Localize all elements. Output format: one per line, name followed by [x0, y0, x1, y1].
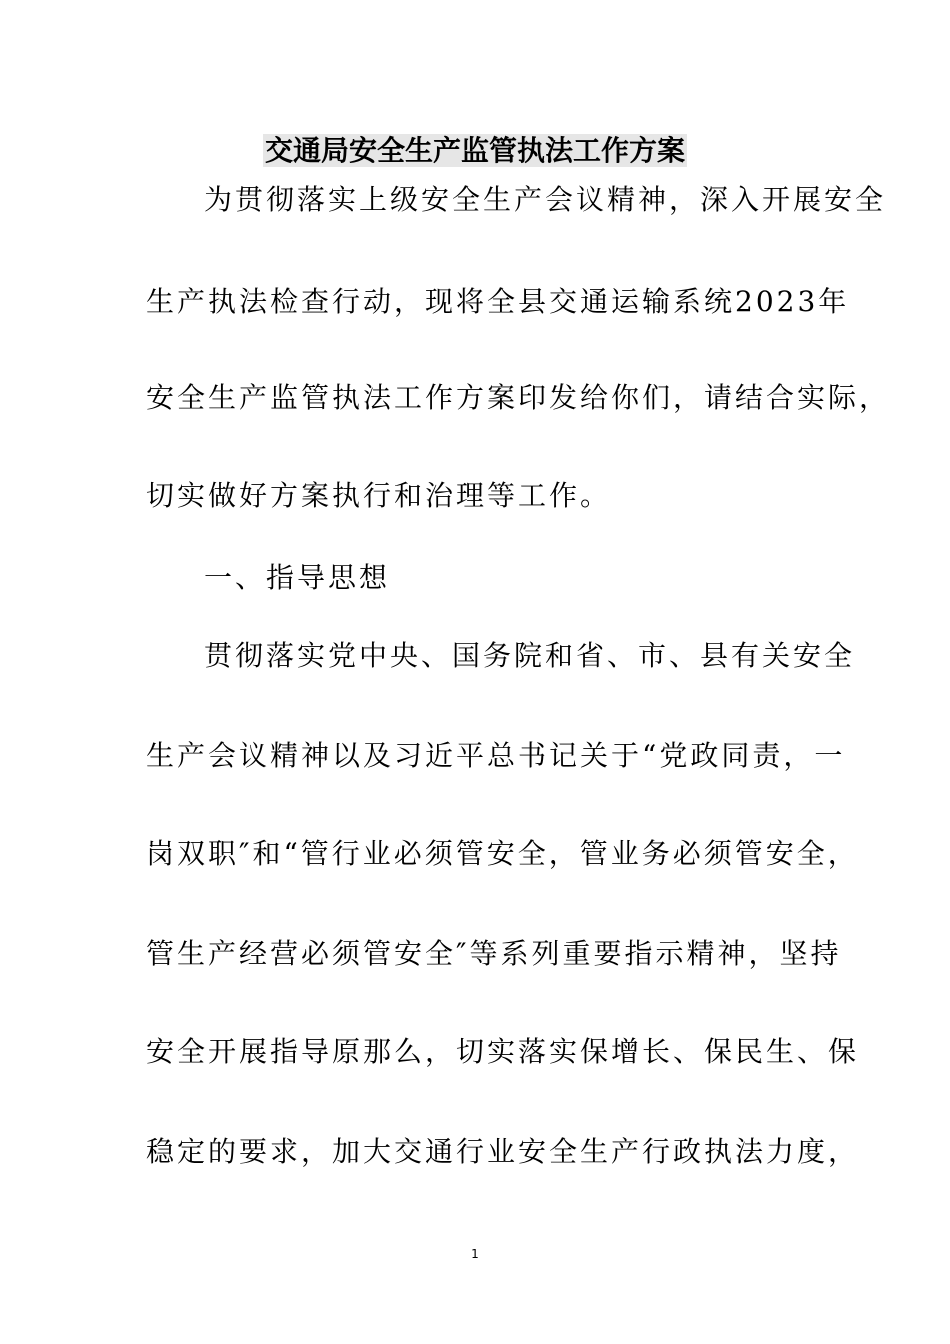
paragraph-intro-line-3: 安全生产监管执法工作方案印发给你们，请结合实际， — [146, 381, 891, 414]
document-title — [0, 126, 950, 176]
paragraph-ideology-line-4: 管生产经营必须管安全″等系列重要指示精神，坚持 — [146, 937, 842, 970]
page-number: 1 — [471, 1247, 479, 1261]
paragraph-ideology-line-2: 生产会议精神以及习近平总书记关于“党政同责，一 — [146, 739, 846, 772]
paragraph-intro-line-2: 生产执法检查行动，现将全县交通运输系统2023年 — [146, 285, 850, 318]
section-heading-guiding-ideology: 一、指导思想 — [204, 561, 391, 594]
paragraph-ideology-line-6: 稳定的要求，加大交通行业安全生产行政执法力度， — [146, 1135, 860, 1168]
paragraph-intro-line-1: 为贯彻落实上级安全生产会议精神，深入开展安全 — [204, 183, 887, 216]
document-title-text: 交通局安全生产监管执法工作方案 — [264, 134, 685, 167]
paragraph-intro-line-4: 切实做好方案执行和治理等工作。 — [146, 479, 612, 512]
paragraph-ideology-line-3: 岗双职″和“管行业必须管安全，管业务必须管安全， — [146, 837, 859, 870]
paragraph-ideology-line-1: 贯彻落实党中央、国务院和省、市、县有关安全 — [204, 639, 856, 672]
paragraph-ideology-line-5: 安全开展指导原那么，切实落实保增长、保民生、保 — [146, 1035, 860, 1068]
